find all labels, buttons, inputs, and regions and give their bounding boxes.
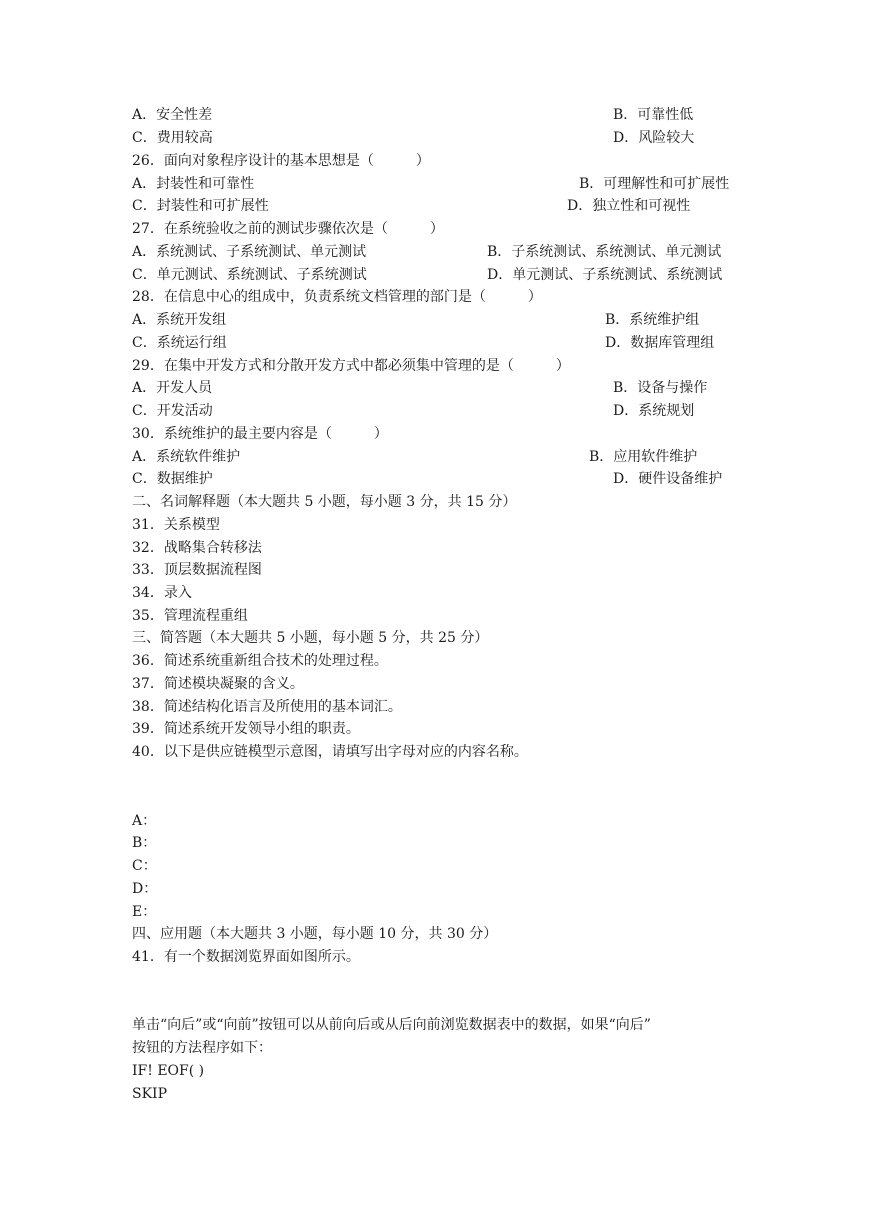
q28-option-b: B．系统维护组: [605, 312, 700, 328]
q36-item: 36．简述系统重新组合技术的处理过程。: [132, 653, 388, 669]
q31-item: 31．关系模型: [132, 517, 220, 533]
q27-option-d: D．单元测试、子系统测试、系统测试: [487, 267, 723, 283]
q25-option-c: C．费用较高: [132, 130, 213, 146]
q33-item: 33．顶层数据流程图: [132, 562, 262, 578]
q40-item: 40．以下是供应链模型示意图，请填写出字母对应的内容名称。: [132, 744, 528, 760]
q25-option-a: A．安全性差: [132, 107, 213, 123]
q29-stem: 29．在集中开发方式和分散开发方式中都必须集中管理的是（ ）: [132, 358, 570, 374]
q39-item: 39．简述系统开发领导小组的职责。: [132, 721, 360, 737]
q30-option-c: C．数据维护: [132, 471, 213, 487]
q41-paragraph-line2: 按钮的方法程序如下：: [132, 1040, 272, 1056]
section4-heading: 四、应用题（本大题共 3 小题，每小题 10 分，共 30 分）: [132, 926, 498, 942]
q41-item: 41．有一个数据浏览界面如图所示。: [132, 949, 360, 965]
code-line-2: SKIP: [132, 1086, 167, 1102]
answer-blank-e: E：: [132, 904, 157, 920]
q26-option-c: C．封装性和可扩展性: [132, 198, 269, 214]
q30-option-a: A．系统软件维护: [132, 449, 241, 465]
q30-option-d: D．硬件设备维护: [613, 471, 723, 487]
q26-option-d: D．独立性和可视性: [567, 198, 691, 214]
q25-option-b: B．可靠性低: [613, 107, 694, 123]
q30-stem: 30．系统维护的最主要内容是（ ）: [132, 426, 388, 442]
q28-option-c: C．系统运行组: [132, 335, 227, 351]
q41-paragraph-line1: 单击“向后”或“向前”按钮可以从前向后或从后向前浏览数据表中的数据，如果“向后”: [132, 1017, 651, 1033]
q28-option-a: A．系统开发组: [132, 312, 227, 328]
q29-option-c: C．开发活动: [132, 403, 213, 419]
q32-item: 32．战略集合转移法: [132, 540, 262, 556]
q26-option-a: A．封装性和可靠性: [132, 176, 255, 192]
q29-option-b: B．设备与操作: [613, 380, 708, 396]
q27-option-c: C．单元测试、系统测试、子系统测试: [132, 267, 367, 283]
q29-option-a: A．开发人员: [132, 380, 213, 396]
answer-blank-d: D：: [132, 881, 158, 897]
q25-option-d: D．风险较大: [613, 130, 695, 146]
answer-blank-c: C：: [132, 858, 157, 874]
q27-option-b: B．子系统测试、系统测试、单元测试: [487, 244, 722, 260]
q27-option-a: A．系统测试、子系统测试、单元测试: [132, 244, 367, 260]
q34-item: 34．录入: [132, 585, 192, 601]
section2-heading: 二、名词解释题（本大题共 5 小题，每小题 3 分，共 15 分）: [132, 494, 517, 510]
q35-item: 35．管理流程重组: [132, 608, 248, 624]
code-line-1: IF! EOF( ): [132, 1063, 205, 1079]
q26-option-b: B．可理解性和可扩展性: [579, 176, 730, 192]
answer-blank-b: B：: [132, 835, 157, 851]
q30-option-b: B．应用软件维护: [589, 449, 698, 465]
answer-blank-a: A：: [132, 813, 157, 829]
q37-item: 37．简述模块凝聚的含义。: [132, 676, 304, 692]
q38-item: 38．简述结构化语言及所使用的基本词汇。: [132, 699, 402, 715]
q26-stem: 26．面向对象程序设计的基本思想是（ ）: [132, 153, 430, 169]
q29-option-d: D．系统规划: [613, 403, 695, 419]
q28-option-d: D．数据库管理组: [605, 335, 715, 351]
section3-heading: 三、简答题（本大题共 5 小题，每小题 5 分，共 25 分）: [132, 630, 489, 646]
q27-stem: 27．在系统验收之前的测试步骤依次是（ ）: [132, 221, 444, 237]
q28-stem: 28．在信息中心的组成中，负责系统文档管理的部门是（ ）: [132, 289, 542, 305]
